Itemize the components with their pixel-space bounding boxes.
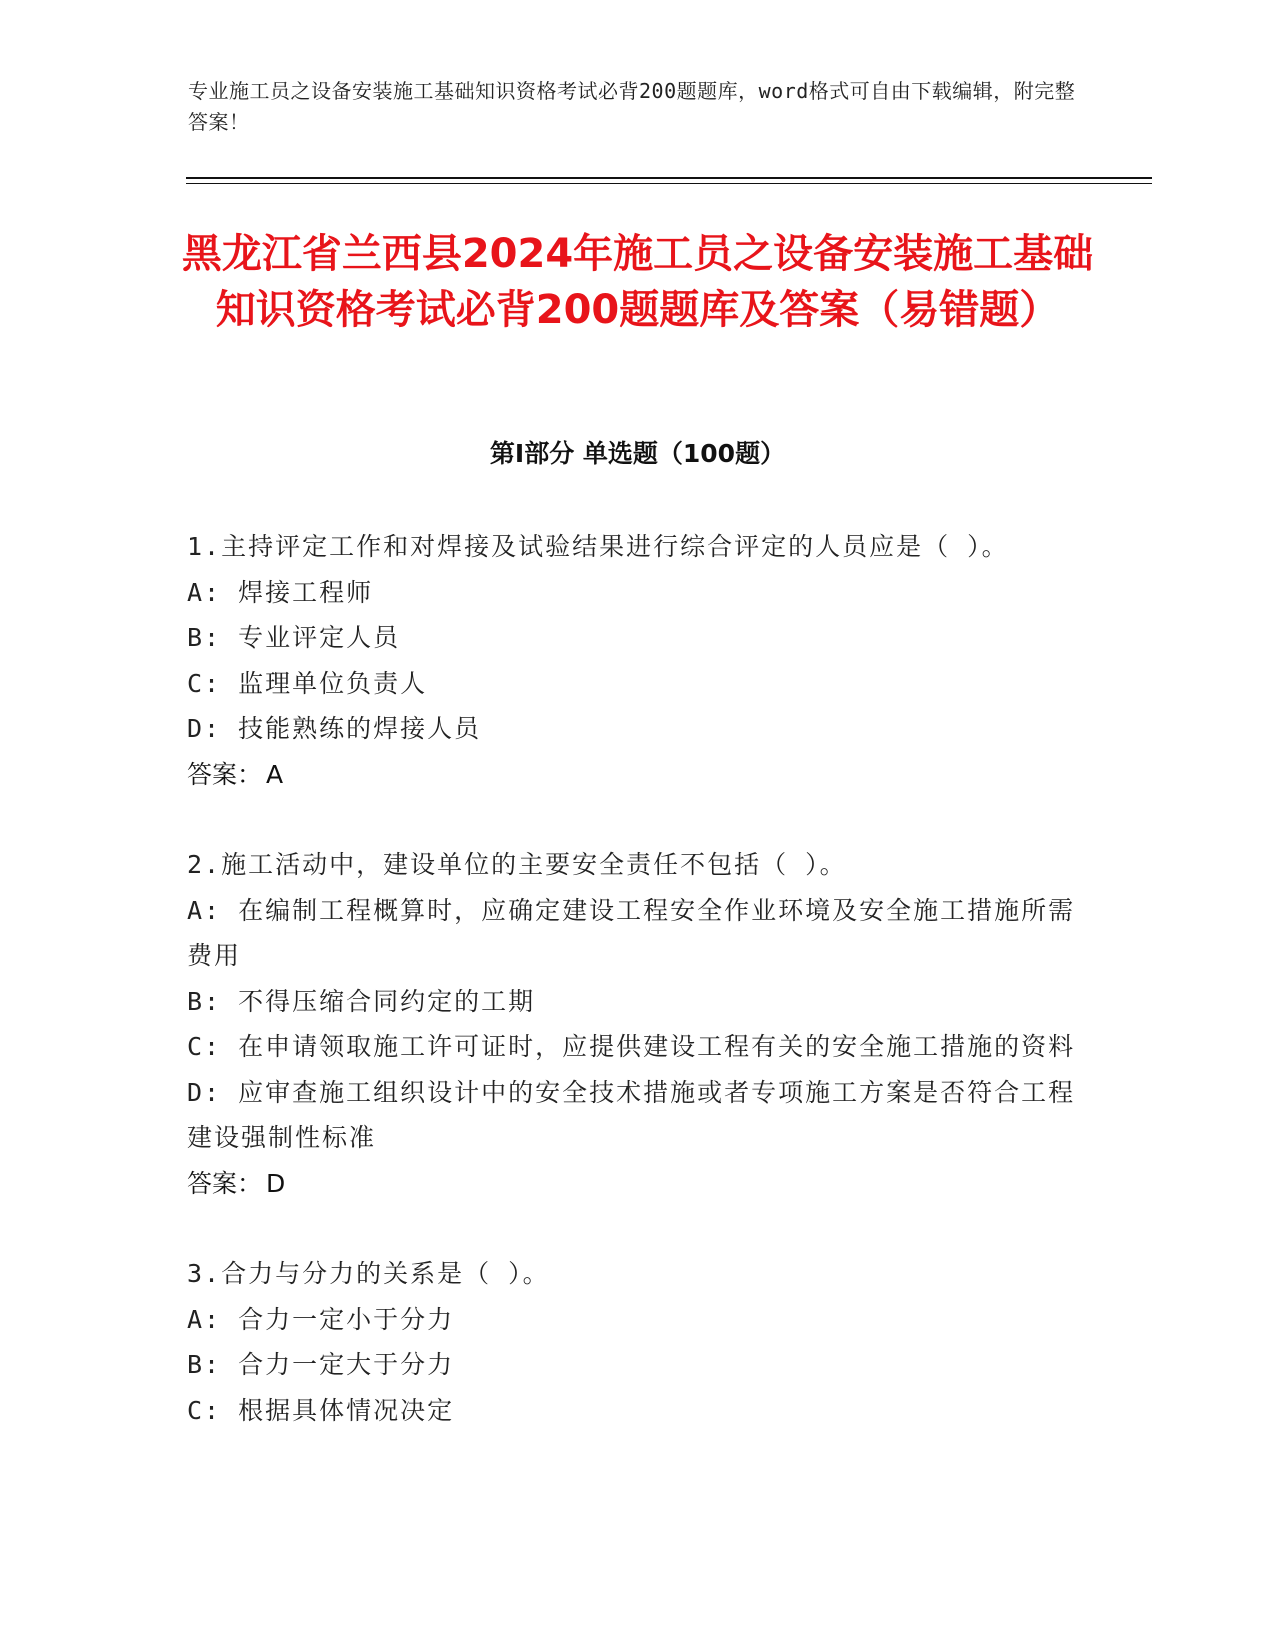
question-stem: 2.施工活动中，建设单位的主要安全责任不包括（ ）。 — [187, 850, 847, 879]
question-stem: 3.合力与分力的关系是（ ）。 — [187, 1259, 550, 1288]
answer-value: D — [266, 1168, 286, 1198]
question-1 — [187, 524, 1077, 797]
option-b: B: 专业评定人员 — [187, 623, 401, 652]
answer-line — [187, 752, 1077, 798]
option-c: C: 在申请领取施工许可证时，应提供建设工程有关的安全施工措施的资料 — [187, 1032, 1076, 1061]
option-a: A: 在编制工程概算时，应确定建设工程安全作业环境及安全施工措施所需费用 — [187, 895, 1076, 970]
section-title: 第I部分 单选题（100题） — [489, 439, 786, 468]
question-3 — [187, 1251, 1077, 1433]
header-note: 专业施工员之设备安装施工基础知识资格考试必背200题题库，word格式可自由下载编辑，附完整答案！ — [188, 79, 1076, 134]
option-c: C: 根据具体情况决定 — [187, 1395, 455, 1425]
option-d: D: 技能熟练的焊接人员 — [187, 714, 482, 743]
answer-label: 答案： — [187, 1168, 263, 1198]
option-d: D: 应审查施工组织设计中的安全技术措施或者专项施工方案是否符合工程建设强制性标准 — [187, 1077, 1076, 1152]
option-a: A: 焊接工程师 — [187, 577, 374, 607]
option-c: C: 监理单位负责人 — [187, 668, 428, 698]
question-stem: 1.主持评定工作和对焊接及试验结果进行综合评定的人员应是（ ）。 — [187, 532, 1009, 561]
option-b: B: 合力一定大于分力 — [187, 1350, 455, 1379]
question-2 — [187, 842, 1077, 1206]
option-b: B: 不得压缩合同约定的工期 — [187, 986, 536, 1016]
answer-label: 答案： — [187, 759, 263, 789]
answer-line — [187, 1161, 1077, 1207]
answer-value: A — [266, 759, 284, 789]
question-list — [187, 524, 1077, 1478]
header-rule-thin — [186, 183, 1152, 184]
option-a: A: 合力一定小于分力 — [187, 1304, 455, 1334]
header-rule-thick — [186, 177, 1152, 179]
document-title: 黑龙江省兰西县2024年施工员之设备安装施工基础知识资格考试必背200题题库及答案（易错题） — [181, 231, 1094, 333]
